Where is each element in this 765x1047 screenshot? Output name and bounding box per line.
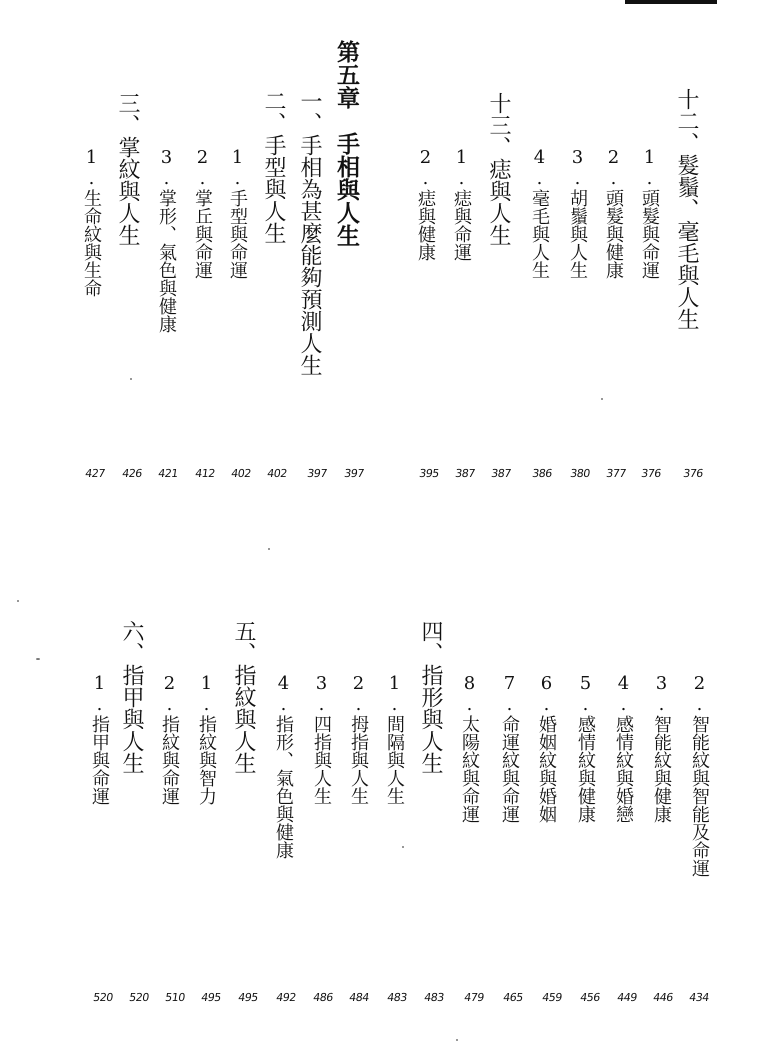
toc-page-number: 434 bbox=[688, 991, 710, 1004]
toc-page-number: 421 bbox=[157, 467, 179, 480]
toc-item: 7.命運紋與命運 bbox=[499, 673, 520, 823]
toc-heading: 六、指甲與人生 bbox=[119, 620, 144, 774]
toc-page-number: 380 bbox=[569, 467, 591, 480]
toc-page-number: 402 bbox=[266, 467, 288, 480]
toc-page-number: 510 bbox=[164, 991, 186, 1004]
toc-item: 1.指紋與智力 bbox=[196, 673, 217, 805]
toc-page-number: 456 bbox=[579, 991, 601, 1004]
toc-heading: 一、手相為甚麼能夠預測人生 bbox=[297, 90, 322, 376]
toc-page-number: 377 bbox=[605, 467, 627, 480]
toc-item: 1.手型與命運 bbox=[227, 147, 248, 279]
toc-item: 1.頭髮與命運 bbox=[639, 147, 660, 279]
chapter-title: 第五章 手相與人生 bbox=[333, 40, 360, 247]
toc-item: 1.間隔與人生 bbox=[384, 673, 405, 805]
toc-page-number: 459 bbox=[541, 991, 563, 1004]
toc-item: 1.痣與命運 bbox=[451, 147, 472, 261]
toc-page-number: 483 bbox=[423, 991, 445, 1004]
toc-heading: 十二、髮鬚、毫毛與人生 bbox=[674, 88, 699, 330]
toc-item: 3.胡鬚與人生 bbox=[567, 147, 588, 279]
toc-item: 4.指形、氣色與健康 bbox=[273, 673, 294, 859]
toc-page-number: 402 bbox=[230, 467, 252, 480]
toc-heading: 四、指形與人生 bbox=[418, 620, 443, 774]
scan-speck bbox=[17, 600, 19, 602]
scan-speck bbox=[36, 658, 40, 660]
toc-page-number: 427 bbox=[84, 467, 106, 480]
toc-item: 6.婚姻紋與婚姻 bbox=[536, 673, 557, 823]
scan-speck bbox=[601, 398, 603, 400]
toc-page-number: 426 bbox=[121, 467, 143, 480]
toc-heading: 十三、痣與人生 bbox=[486, 92, 511, 246]
toc-item: 8.太陽紋與命運 bbox=[459, 673, 480, 823]
toc-page-number: 446 bbox=[652, 991, 674, 1004]
toc-heading: 五、指紋與人生 bbox=[231, 620, 256, 774]
toc-page-number: 387 bbox=[454, 467, 476, 480]
toc-item: 1.指甲與命運 bbox=[89, 673, 110, 805]
toc-page-number: 386 bbox=[531, 467, 553, 480]
scan-speck bbox=[268, 548, 270, 550]
scan-speck bbox=[456, 1039, 458, 1041]
toc-item: 4.毫毛與人生 bbox=[529, 147, 550, 279]
toc-page-number: 483 bbox=[386, 991, 408, 1004]
toc-page-number: 395 bbox=[418, 467, 440, 480]
toc-page-number: 376 bbox=[682, 467, 704, 480]
toc-page-number: 479 bbox=[463, 991, 485, 1004]
toc-item: 4.感情紋與婚戀 bbox=[613, 673, 634, 823]
toc-page-number: 492 bbox=[275, 991, 297, 1004]
toc-item: 2.指紋與命運 bbox=[159, 673, 180, 805]
toc-item: 3.掌形、氣色與健康 bbox=[156, 147, 177, 333]
toc-item: 2.掌丘與命運 bbox=[192, 147, 213, 279]
toc-page-number: 465 bbox=[502, 991, 524, 1004]
toc-item: 3.四指與人生 bbox=[311, 673, 332, 805]
toc-page-number: 412 bbox=[194, 467, 216, 480]
toc-page-number: 484 bbox=[348, 991, 370, 1004]
toc-page-number: 486 bbox=[312, 991, 334, 1004]
scan-speck bbox=[130, 378, 132, 380]
toc-item: 1.生命紋與生命 bbox=[81, 147, 102, 297]
toc-item: 3.智能紋與健康 bbox=[651, 673, 672, 823]
toc-page-number: 397 bbox=[343, 467, 365, 480]
toc-page-number: 376 bbox=[640, 467, 662, 480]
toc-item: 2.頭髮與健康 bbox=[603, 147, 624, 279]
toc-item: 2.智能紋與智能及命運 bbox=[689, 673, 710, 877]
toc-item: 5.感情紋與健康 bbox=[575, 673, 596, 823]
toc-item: 2.痣與健康 bbox=[415, 147, 436, 261]
toc-page-number: 449 bbox=[616, 991, 638, 1004]
toc-heading: 三、掌紋與人生 bbox=[115, 92, 140, 246]
scan-speck bbox=[402, 846, 404, 848]
toc-heading: 二、手型與人生 bbox=[261, 90, 286, 244]
toc-page-number: 397 bbox=[306, 467, 328, 480]
toc-page-number: 495 bbox=[200, 991, 222, 1004]
toc-page-number: 520 bbox=[92, 991, 114, 1004]
top-edge-bar bbox=[625, 0, 717, 4]
toc-page-number: 520 bbox=[128, 991, 150, 1004]
toc-page-number: 387 bbox=[490, 467, 512, 480]
toc-item: 2.拇指與人生 bbox=[348, 673, 369, 805]
toc-page-number: 495 bbox=[237, 991, 259, 1004]
